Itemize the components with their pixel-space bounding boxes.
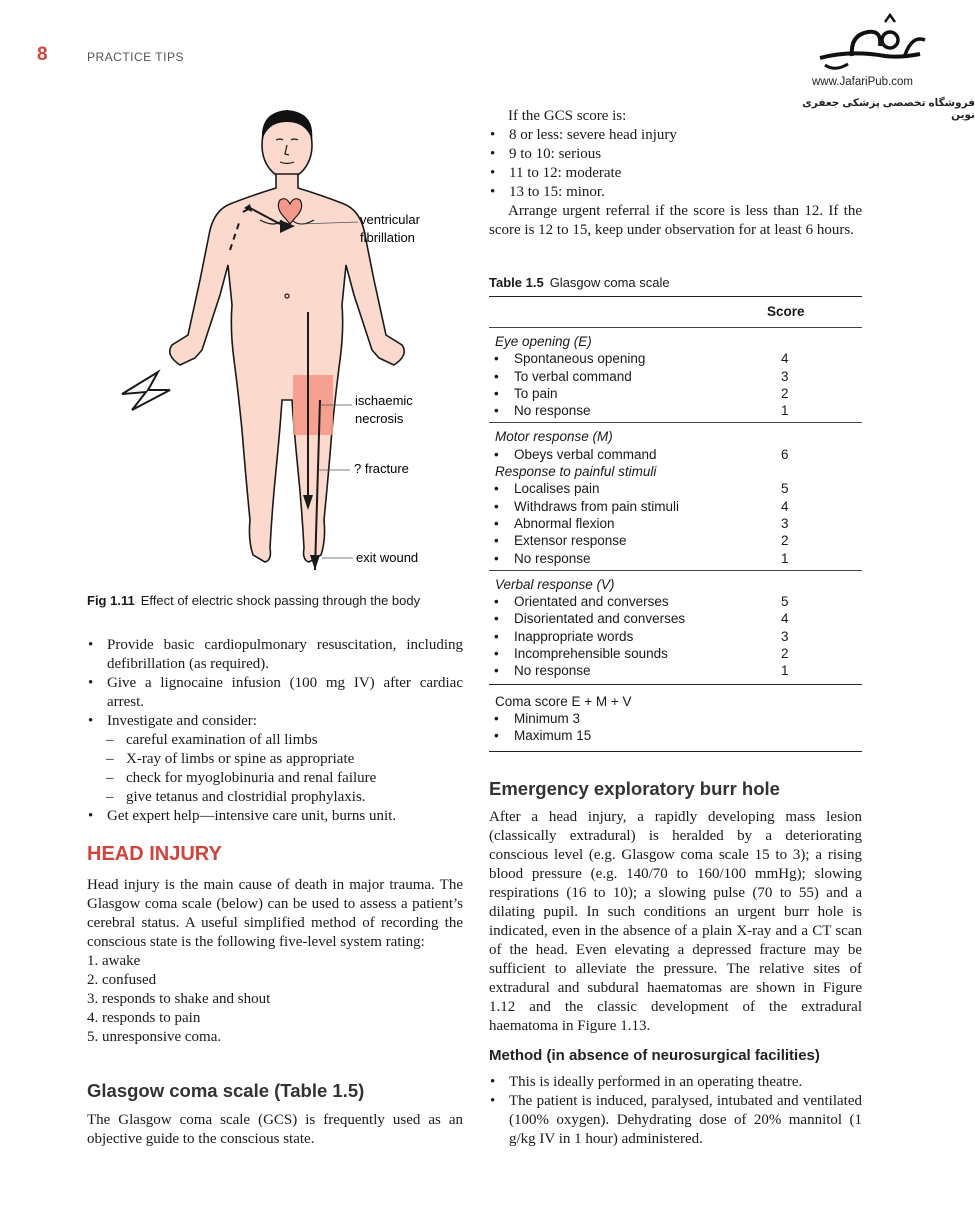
table-row: • Obeys verbal command 6 bbox=[494, 446, 789, 462]
head-injury-text bbox=[87, 876, 463, 1047]
page-number: 8 bbox=[37, 44, 48, 65]
sub-list-item: – X-ray of limbs or spine as appropriate bbox=[106, 750, 463, 769]
table-number: Table 1.5 bbox=[489, 275, 544, 290]
list-item: • This is ideally performed in an operating theatre. bbox=[489, 1073, 862, 1092]
table-row: • Disorientated and converses 4 bbox=[494, 611, 789, 627]
label-fracture: ? fracture bbox=[354, 461, 409, 476]
label-exit-wound: exit wound bbox=[356, 550, 419, 565]
table-row: • To pain 2 bbox=[494, 385, 789, 401]
table-row: • No response 1 bbox=[494, 550, 789, 566]
gcs-body-text: The Glasgow coma scale (GCS) is frequently used as an objective guide to the conscious state. bbox=[87, 1112, 463, 1147]
list-item: • Provide basic cardiopulmonary resuscitation, including defibrillation (as required). bbox=[87, 636, 463, 674]
section-title-method: Method (in absence of neurosurgical facilities) bbox=[489, 1047, 820, 1064]
table-title: Glasgow coma scale bbox=[549, 275, 670, 290]
motor-response-heading: Motor response (M) bbox=[495, 429, 613, 445]
level-item: 3. responds to shake and shout bbox=[87, 991, 271, 1007]
list-item: • 9 to 10: serious bbox=[489, 145, 862, 164]
list-item: • 11 to 12: moderate bbox=[489, 164, 862, 183]
table-header bbox=[489, 297, 862, 327]
publisher-tagline: فروشگاه تخصصی پزشکی جعفری نوین bbox=[802, 97, 975, 121]
glasgow-coma-scale-table bbox=[489, 296, 862, 752]
table-row: • To verbal command 3 bbox=[494, 368, 789, 384]
verbal-response-heading: Verbal response (V) bbox=[495, 576, 615, 592]
level-item: 2. confused bbox=[87, 972, 157, 988]
score-column-header: Score bbox=[767, 304, 805, 319]
method-list bbox=[489, 1073, 862, 1149]
table-row: • No response 1 bbox=[494, 663, 789, 679]
list-item: • 13 to 15: minor. bbox=[489, 183, 862, 202]
label-ischaemic: ischaemic bbox=[355, 393, 413, 408]
table-row: • Inappropriate words 3 bbox=[494, 628, 789, 644]
list-item: • Get expert help—intensive care unit, burns unit. bbox=[87, 807, 463, 826]
table-caption bbox=[489, 275, 670, 290]
lightning-bolt-icon bbox=[122, 372, 170, 410]
level-item: 5. unresponsive coma. bbox=[87, 1029, 222, 1045]
coma-score-heading: Coma score E + M + V bbox=[495, 693, 632, 709]
section-title-head-injury: HEAD INJURY bbox=[87, 843, 222, 865]
head-injury-intro: Head injury is the main cause of death in major trauma. The Glasgow coma scale (below) can be used to assess a patient’s cerebral status. A useful simplified method of recording the conscious state is the following five-level system rating: bbox=[87, 877, 463, 950]
sub-list-item: – careful examination of all limbs bbox=[106, 731, 463, 750]
painful-stimuli-heading: Response to painful stimuli bbox=[495, 464, 657, 480]
figure-caption-text: Effect of electric shock passing through the body bbox=[140, 593, 421, 608]
label-ventricular: ventricular bbox=[360, 212, 420, 227]
list-item: • 8 or less: severe head injury bbox=[489, 126, 862, 145]
section-title-gcs: Glasgow coma scale (Table 1.5) bbox=[87, 1080, 365, 1101]
gcs-intro: If the GCS score is: bbox=[508, 108, 627, 124]
sub-list-item: – check for myoglobinuria and renal failure bbox=[106, 769, 463, 788]
table-row: • Orientated and converses 5 bbox=[494, 594, 789, 610]
list-item-text: Investigate and consider: bbox=[107, 713, 257, 729]
figure-caption bbox=[87, 593, 420, 608]
label-necrosis: necrosis bbox=[355, 411, 404, 426]
figure-number: Fig 1.11 bbox=[87, 593, 135, 608]
list-item: • The patient is induced, paralysed, intubated and ventilated (100% oxygen). Dehydrating dose of 20% mannitol (1 g/kg IV in 1 hour) administered. bbox=[489, 1092, 862, 1149]
table-row: • Maximum 15 bbox=[494, 728, 592, 744]
table-row: • Withdraws from pain stimuli 4 bbox=[494, 498, 789, 514]
gcs-outro: Arrange urgent referral if the score is less than 12. If the score is 12 to 15, keep under observation for at least 6 hours. bbox=[489, 203, 862, 238]
human-body-illustration bbox=[170, 112, 404, 562]
list-item: • Give a lignocaine infusion (100 mg IV) after cardiac arrest. bbox=[87, 674, 463, 712]
table-row: • Abnormal flexion 3 bbox=[494, 515, 789, 531]
section-title-burr-hole: Emergency exploratory burr hole bbox=[489, 778, 780, 799]
eye-opening-heading: Eye opening (E) bbox=[495, 334, 592, 349]
level-item: 1. awake bbox=[87, 953, 141, 969]
electric-shock-management-list bbox=[87, 636, 463, 826]
table-row: • Spontaneous opening 4 bbox=[494, 351, 789, 367]
table-row: • Minimum 3 bbox=[494, 710, 581, 726]
running-head: PRACTICE TIPS bbox=[87, 50, 184, 64]
sub-list-item: – give tetanus and clostridial prophylaxis. bbox=[106, 788, 463, 807]
table-row: • No response 1 bbox=[494, 403, 789, 419]
table-row: • Incomprehensible sounds 2 bbox=[494, 646, 789, 662]
table-row: • Extensor response 2 bbox=[494, 533, 789, 549]
burr-hole-text: After a head injury, a rapidly developing mass lesion (classically extradural) is heralded by a deteriorating conscious level (e.g. Glasgow coma scale 15 to 3); a rising blood pressure (e.g. 140/70 to 160/100 mmHg); slowing respirations (16 to 10); a slowing pulse (70 to 55) and a dilating pupil. In such conditions an urgent burr hole is indicated, even in the absence of a plain X-ray and a CT scan of the head. Even elevating a depressed fracture may be sufficient to alleviate the pressure. The relative sites of extradural and subdural haematomas are shown in Figure 1.12 and the classic development of the extradural haematoma in Figure 1.13. bbox=[489, 809, 862, 1034]
table-row: • Localises pain 5 bbox=[494, 481, 789, 497]
label-fibrillation: fibrillation bbox=[360, 230, 415, 245]
publisher-url: www.JafariPub.com bbox=[812, 76, 913, 88]
electric-shock-figure bbox=[110, 100, 450, 580]
gcs-interpretation bbox=[489, 107, 862, 240]
level-item: 4. responds to pain bbox=[87, 1010, 201, 1026]
list-item bbox=[87, 712, 463, 807]
